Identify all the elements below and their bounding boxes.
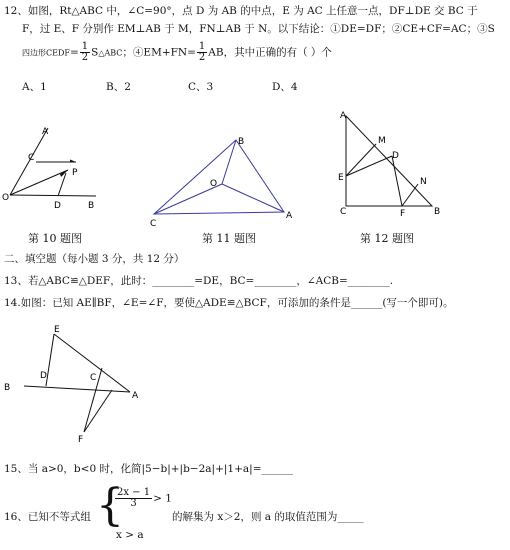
q12-eq: =	[69, 46, 79, 59]
q16-suffix: 的解集为 x＞2，则 a 的取值范围为_____	[172, 511, 364, 523]
fig14-label-d: D	[40, 371, 47, 381]
fig10-label-c: C	[28, 153, 35, 163]
q16-frac-num: 2x − 1	[117, 487, 151, 498]
q16-line2: x > a	[116, 529, 144, 541]
q12-sub-quad: 四边形CEDF	[22, 48, 70, 58]
fig12-label-e: E	[338, 173, 344, 183]
figure-10	[0, 120, 110, 220]
q12-s: S	[91, 46, 99, 59]
q12-frac1-den: 2	[81, 52, 89, 63]
fig10-label-a: A	[42, 127, 49, 137]
fig10-label-d: D	[54, 201, 61, 211]
figure-11	[148, 134, 298, 234]
fig10-label-p: P	[72, 168, 78, 178]
q12-frac2-den: 2	[198, 52, 206, 63]
q12-frac1	[80, 42, 90, 63]
q14-text: 14.如图：已知 AE∥BF，∠E=∠F，要使△ADE≌△BCF，可添加的条件是______(写一个即可)。	[4, 297, 454, 309]
fig11-label-b: B	[238, 137, 245, 147]
fig14-label-e: E	[54, 325, 60, 335]
q12-frac2	[197, 42, 207, 63]
fig12-label-f: F	[400, 209, 406, 219]
q12-frac1-num: 1	[81, 41, 89, 52]
fig12-label-a: A	[340, 111, 347, 121]
q12-option-c: C、3	[188, 81, 214, 93]
fig11-label-o: O	[210, 179, 218, 189]
q16-brace: {	[96, 480, 124, 531]
fig10-label-b: B	[88, 201, 95, 211]
fig11-caption: 第 11 题图	[202, 232, 256, 245]
fig14-label-c: C	[90, 373, 97, 383]
q15-text: 15、当 a>0，b<0 时，化简|5−b|+|b−2a|+|1+a|=______	[4, 463, 293, 475]
figure-12	[336, 110, 446, 220]
q16-frac-den: 3	[130, 498, 137, 509]
q12-option-d: D、4	[272, 81, 298, 93]
fig14-label-f: F	[78, 435, 84, 445]
q16-frac	[115, 488, 152, 509]
q12-cond4: ；④EM+FN=	[122, 46, 196, 59]
fig10-label-o: O	[2, 193, 10, 203]
q12-line2: F，过 E、F 分别作 EM⊥AB 于 M，FN⊥AB 于 N。以下结论：①DE=DF；②CE+CF=AC；③S	[22, 23, 495, 35]
fig14-label-b: B	[4, 383, 11, 393]
fig12-caption: 第 12 题图	[360, 232, 414, 245]
q12-line3	[22, 42, 332, 63]
fig12-label-m: M	[378, 136, 386, 146]
fig11-label-c: C	[150, 219, 157, 229]
section-2-heading: 二、填空题（每小题 3 分，共 12 分）	[4, 253, 185, 265]
q12-sub-tri: △ABC	[98, 48, 123, 58]
q12-option-b: B、2	[106, 81, 131, 93]
fig11-label-a: A	[286, 211, 293, 221]
q16-line1	[114, 488, 172, 509]
figure-14	[4, 322, 144, 445]
q16-gt1: > 1	[153, 492, 172, 505]
fig12-label-c: C	[340, 207, 347, 217]
q16-prefix: 16、已知不等式组	[4, 511, 91, 523]
q12-line1: 12、如图，Rt△ABC 中，∠C=90°，点 D 为 AB 的中点，E 为 AC 上任意一点，DF⊥DE 交 BC 于	[4, 5, 478, 17]
q12-option-a: A、1	[22, 81, 47, 93]
q13-text: 13、若△ABC≌△DEF，此时：________=DE，BC=________，∠ACB=________.	[4, 275, 394, 287]
fig10-caption: 第 10 题图	[28, 232, 82, 245]
fig12-label-n: N	[420, 177, 427, 187]
fig12-label-d: D	[392, 151, 399, 161]
q12-frac2-num: 1	[198, 41, 206, 52]
q12-tail: AB，其中正确的有（ ）个	[208, 46, 332, 59]
fig14-label-a: A	[132, 391, 139, 401]
fig12-label-b: B	[434, 207, 441, 217]
